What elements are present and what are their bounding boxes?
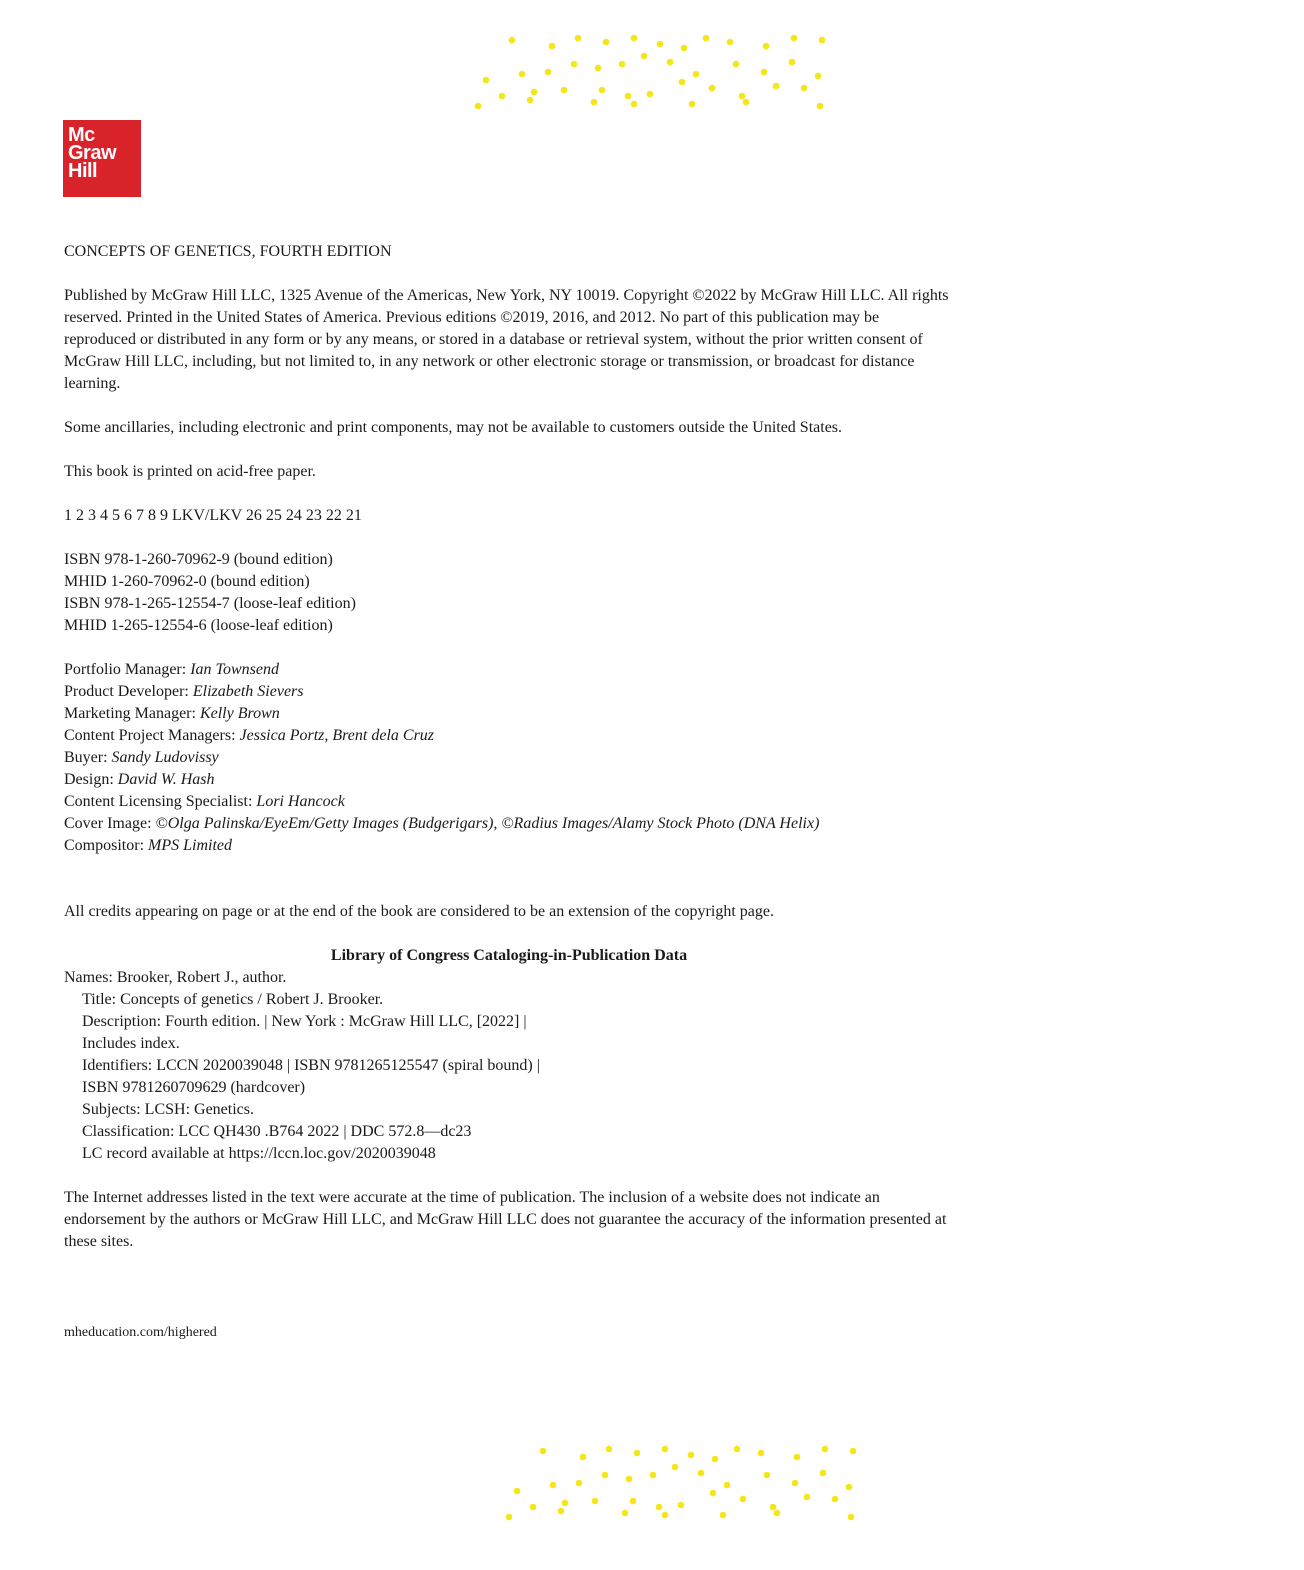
decorative-dot: [475, 103, 482, 110]
decorative-dot: [689, 101, 696, 108]
decorative-dot: [641, 53, 648, 60]
decorative-dot: [789, 59, 796, 66]
decorative-dot: [657, 41, 664, 48]
credit-line: Cover Image: ©Olga Palinska/EyeEm/Getty Images (Budgerigars), ©Radius Images/Alamy Stock Photo (DNA Helix): [64, 815, 820, 832]
decorative-dot: [724, 1482, 731, 1489]
decorative-dot: [764, 1472, 771, 1479]
internet-note: The Internet addresses listed in the text were accurate at the time of publication. The inclusion of a website does not indicate an endorsement by the authors or McGraw Hill LLC, and McGraw Hill LLC does not guarantee the accuracy of the information presented at these sites.: [64, 1189, 947, 1250]
credit-line: Design: David W. Hash: [64, 771, 215, 788]
cip-line: ISBN 9781260709629 (hardcover): [82, 1079, 306, 1096]
decorative-dot: [622, 1510, 629, 1517]
decorative-dot: [703, 35, 710, 42]
decorative-dot: [550, 1482, 557, 1489]
decorative-dot: [681, 45, 688, 52]
decorative-dot: [698, 1470, 705, 1477]
credits-note: All credits appearing on page or at the end of the book are considered to be an extension of the copyright page.: [64, 903, 774, 920]
decorative-dot: [626, 1476, 633, 1483]
credit-line: Portfolio Manager: Ian Townsend: [64, 661, 279, 678]
credit-line: Compositor: MPS Limited: [64, 837, 233, 854]
decorative-dot: [591, 99, 598, 106]
decorative-dot: [558, 1508, 565, 1515]
decorative-dot: [619, 61, 626, 68]
decorative-dot: [819, 37, 826, 44]
credit-line: Content Licensing Specialist: Lori Hancock: [64, 793, 345, 810]
decorative-dot: [530, 1504, 537, 1511]
decorative-dot: [514, 1488, 521, 1495]
decorative-dot: [506, 1514, 513, 1521]
isbn-line: ISBN 978-1-265-12554-7 (loose-leaf edition): [64, 595, 356, 612]
credit-line: Marketing Manager: Kelly Brown: [64, 705, 280, 722]
decorative-dot: [595, 65, 602, 72]
decorative-dot: [679, 79, 686, 86]
decorative-dot: [630, 1498, 637, 1505]
logo-line-2: Graw: [68, 142, 117, 164]
cip-line: LC record available at https://lccn.loc.gov/2020039048: [82, 1145, 436, 1162]
decorative-dot: [801, 85, 808, 92]
decorative-dot: [758, 1450, 765, 1457]
decorative-dot: [763, 43, 770, 50]
decorative-dot: [794, 1454, 801, 1461]
cip-line: Classification: LCC QH430 .B764 2022 | DDC 572.8—dc23: [82, 1123, 472, 1140]
credit-line: Buyer: Sandy Ludovissy: [64, 749, 219, 766]
decorative-dot: [576, 1480, 583, 1487]
decorative-dot: [540, 1448, 547, 1455]
decorative-dot: [846, 1484, 853, 1491]
cip-names: Names: Brooker, Robert J., author.: [64, 969, 287, 986]
copyright-content: [64, 241, 964, 1253]
decorative-dot: [625, 93, 632, 100]
decorative-dots-bottom: [505, 1445, 860, 1521]
cip-line: Title: Concepts of genetics / Robert J. Brooker.: [82, 991, 384, 1008]
decorative-dot: [710, 1490, 717, 1497]
cip-line: Identifiers: LCCN 2020039048 | ISBN 9781265125547 (spiral bound) |: [82, 1057, 540, 1074]
decorative-dot: [499, 93, 506, 100]
credit-line: Product Developer: Elizabeth Sievers: [64, 683, 304, 700]
paper-paragraph: This book is printed on acid-free paper.: [64, 463, 316, 480]
ancillaries-paragraph: Some ancillaries, including electronic and print components, may not be available to customers outside the United States.: [64, 419, 843, 436]
footer-url: mheducation.com/highered: [64, 1325, 217, 1340]
decorative-dot: [602, 1472, 609, 1479]
decorative-dot: [592, 1498, 599, 1505]
decorative-dot: [822, 1446, 829, 1453]
decorative-dot: [739, 93, 746, 100]
cip-line: Subjects: LCSH: Genetics.: [82, 1101, 254, 1118]
decorative-dot: [773, 83, 780, 90]
credit-line: Content Project Managers: Jessica Portz, Brent dela Cruz: [64, 727, 435, 744]
decorative-dot: [561, 87, 568, 94]
decorative-dot: [571, 61, 578, 68]
decorative-dot: [688, 1452, 695, 1459]
decorative-dot: [848, 1514, 855, 1521]
decorative-dot: [662, 1512, 669, 1519]
printing-line: 1 2 3 4 5 6 7 8 9 LKV/LKV 26 25 24 23 22 21: [64, 507, 362, 524]
decorative-dot: [770, 1504, 777, 1511]
decorative-dot: [599, 87, 606, 94]
decorative-dots-top: [474, 34, 829, 110]
decorative-dot: [650, 1472, 657, 1479]
decorative-dot: [549, 43, 556, 50]
decorative-dot: [678, 1502, 685, 1509]
decorative-dot: [792, 1480, 799, 1487]
decorative-dot: [606, 1446, 613, 1453]
decorative-dot: [712, 1456, 719, 1463]
decorative-dot: [815, 73, 822, 80]
decorative-dot: [631, 35, 638, 42]
decorative-dot: [850, 1448, 857, 1455]
decorative-dot: [820, 1470, 827, 1477]
decorative-dot: [727, 39, 734, 46]
decorative-dot: [804, 1494, 811, 1501]
publisher-paragraph: Published by McGraw Hill LLC, 1325 Avenue of the Americas, New York, NY 10019. Copyright ©2022 by McGraw Hill LLC. All rights reserved. Printed in the United States of America. Previous editions ©2019, 2016, and 2012. No part of this publication may be reproduced or distributed in any form or by any means, or stored in a database or retrieval system, without the prior written consent of McGraw Hill LLC, including, but not limited to, in any network or other electronic storage or transmission, or broadcast for distance learning.: [64, 287, 949, 392]
decorative-dot: [527, 97, 534, 104]
decorative-dot: [791, 35, 798, 42]
decorative-dot: [634, 1450, 641, 1457]
decorative-dot: [631, 101, 638, 108]
decorative-dot: [519, 71, 526, 78]
isbn-line: ISBN 978-1-260-70962-9 (bound edition): [64, 551, 333, 568]
decorative-dot: [656, 1504, 663, 1511]
decorative-dot: [647, 91, 654, 98]
decorative-dot: [545, 69, 552, 76]
logo-line-3: Hill: [68, 160, 98, 182]
decorative-dot: [743, 99, 750, 106]
decorative-dot: [531, 89, 538, 96]
decorative-dot: [483, 77, 490, 84]
decorative-dot: [720, 1512, 727, 1519]
decorative-dot: [693, 71, 700, 78]
isbn-line: MHID 1-265-12554-6 (loose-leaf edition): [64, 617, 333, 634]
decorative-dot: [740, 1496, 747, 1503]
decorative-dot: [603, 39, 610, 46]
book-title: CONCEPTS OF GENETICS, FOURTH EDITION: [64, 243, 392, 260]
decorative-dot: [667, 59, 674, 66]
decorative-dot: [817, 103, 824, 110]
cip-line: Includes index.: [82, 1035, 180, 1052]
decorative-dot: [509, 37, 516, 44]
logo-line-1: Mc: [68, 124, 95, 146]
decorative-dot: [662, 1446, 669, 1453]
decorative-dot: [580, 1454, 587, 1461]
decorative-dot: [575, 35, 582, 42]
decorative-dot: [709, 85, 716, 92]
decorative-dot: [832, 1496, 839, 1503]
cip-heading: Library of Congress Cataloging-in-Publication Data: [330, 947, 688, 964]
decorative-dot: [761, 69, 768, 76]
decorative-dot: [562, 1500, 569, 1507]
mcgraw-hill-logo: [63, 120, 141, 197]
decorative-dot: [672, 1464, 679, 1471]
cip-line: Description: Fourth edition. | New York : McGraw Hill LLC, [2022] |: [82, 1013, 527, 1030]
decorative-dot: [774, 1510, 781, 1517]
decorative-dot: [733, 61, 740, 68]
decorative-dot: [734, 1446, 741, 1453]
isbn-line: MHID 1-260-70962-0 (bound edition): [64, 573, 310, 590]
